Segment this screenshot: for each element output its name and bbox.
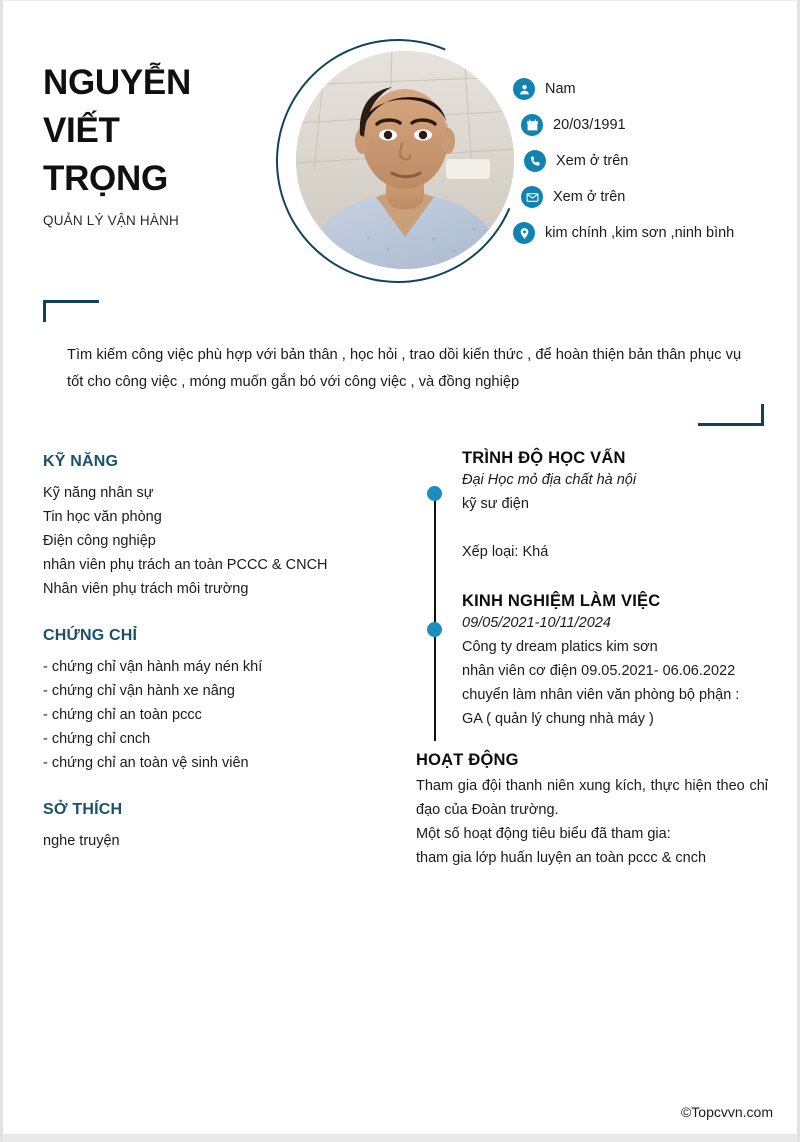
- location-pin-icon: [513, 222, 535, 244]
- contact-value-phone: Xem ở trên: [556, 153, 629, 169]
- left-column: [43, 453, 413, 879]
- contact-item-birthdate: [521, 107, 793, 143]
- list-item: - chứng chỉ an toàn pccc: [43, 707, 202, 723]
- timeline-connector: [434, 493, 436, 741]
- section-heading-activities: HOẠT ĐỘNG: [416, 751, 519, 769]
- name-line-2: VIẾT: [43, 111, 120, 150]
- avatar: [276, 39, 526, 289]
- list-item: nhân viên phụ trách an toàn PCCC & CNCH: [43, 557, 328, 573]
- section-experience: [448, 592, 778, 731]
- job-title: QUẢN LÝ VẬN HÀNH: [43, 213, 179, 228]
- phone-icon: [524, 150, 546, 172]
- activities-line: Một số hoạt động tiêu biểu đã tham gia:: [416, 826, 671, 842]
- decorative-corner-bottom-right: [698, 404, 764, 426]
- section-education: [448, 449, 768, 564]
- contact-item-gender: [513, 71, 793, 107]
- decorative-corner-top-left: [43, 300, 99, 322]
- calendar-icon: [521, 114, 543, 136]
- contact-value-birthdate: 20/03/1991: [553, 117, 626, 133]
- footer-bar: [3, 1134, 800, 1142]
- experience-line: GA ( quản lý chung nhà máy ): [462, 711, 654, 727]
- avatar-photo: [296, 51, 514, 269]
- section-interests: [43, 801, 413, 853]
- envelope-icon: [521, 186, 543, 208]
- section-heading-skills: KỸ NĂNG: [43, 453, 119, 470]
- section-heading-education: TRÌNH ĐỘ HỌC VẤN: [462, 449, 626, 467]
- contact-item-email: [521, 179, 793, 215]
- contact-value-email: Xem ở trên: [553, 189, 626, 205]
- candidate-name-block: [43, 59, 293, 228]
- list-item: nghe truyện: [43, 833, 120, 849]
- section-certificates: [43, 627, 413, 775]
- education-school: Đại Học mỏ địa chất hà nội: [462, 472, 637, 488]
- list-item: - chứng chỉ vận hành xe nâng: [43, 683, 235, 699]
- timeline-dot-education: [427, 486, 442, 501]
- education-grade: Xếp loại: Khá: [462, 544, 549, 560]
- list-item: Nhân viên phụ trách môi trường: [43, 581, 249, 597]
- timeline-dot-experience: [427, 622, 442, 637]
- contact-item-address: [513, 215, 793, 251]
- name-line-1: NGUYỄN: [43, 63, 191, 102]
- section-heading-experience: KINH NGHIỆM LÀM VIỆC: [462, 592, 661, 610]
- section-heading-certificates: CHỨNG CHỈ: [43, 627, 138, 644]
- activities-line: tham gia lớp huấn luyện an toàn pccc & cnch: [416, 850, 707, 866]
- experience-period: 09/05/2021-10/11/2024: [462, 615, 611, 631]
- section-activities: [416, 751, 768, 870]
- footer-copyright: ©Topcvvn.com: [680, 1104, 773, 1120]
- experience-line: Công ty dream platics kim sơn: [462, 639, 658, 655]
- list-item: - chứng chỉ an toàn vệ sinh viên: [43, 755, 249, 771]
- list-item: - chứng chỉ cnch: [43, 731, 151, 747]
- cv-header: [3, 1, 800, 301]
- contact-list: [513, 71, 793, 251]
- person-icon: [513, 78, 535, 100]
- list-item: Điện công nghiệp: [43, 533, 156, 549]
- section-skills: [43, 453, 413, 601]
- activities-paragraph: Tham gia đội thanh niên xung kích, thực hiện theo chỉ đạo của Đoàn trường.: [416, 778, 768, 818]
- experience-line: nhân viên cơ điện 09.05.2021- 06.06.2022: [462, 663, 736, 679]
- education-spacer: [448, 516, 768, 540]
- section-heading-interests: SỞ THÍCH: [43, 801, 123, 818]
- education-major: kỹ sư điện: [462, 496, 529, 512]
- experience-line: chuyển làm nhân viên văn phòng bộ phận :: [462, 687, 740, 703]
- contact-item-phone: [524, 143, 793, 179]
- contact-value-address: kim chính ,kim sơn ,ninh bình: [545, 225, 735, 241]
- list-item: Kỹ năng nhân sự: [43, 485, 154, 501]
- career-objective-text: Tìm kiếm công việc phù hợp với bản thân , học hỏi , trao dồi kiến thức , để hoàn thiện bản thân phục vụ tốt cho công việc , móng muốn gắn bó với công việc , và đồng nghiệp: [67, 347, 742, 390]
- list-item: Tin học văn phòng: [43, 509, 162, 525]
- list-item: - chứng chỉ vận hành máy nén khí: [43, 659, 263, 675]
- name-line-3: TRỌNG: [43, 159, 168, 198]
- contact-value-gender: Nam: [545, 81, 576, 97]
